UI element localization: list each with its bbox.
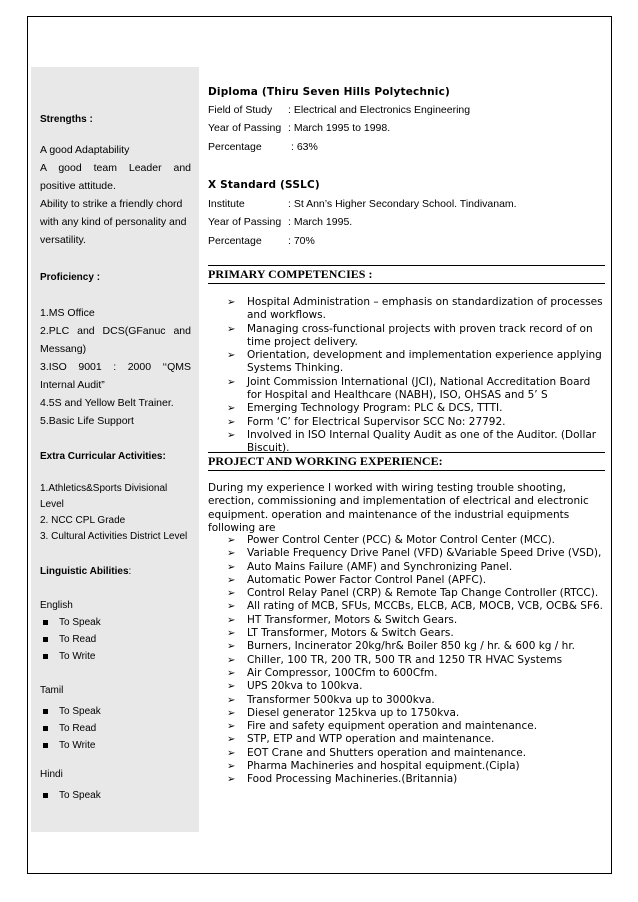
project-item: ➢ Air Compressor, 100Cfm to 600Cfm.	[208, 667, 605, 680]
linguistic-heading-text: Linguistic Abilities	[40, 566, 129, 577]
row-key: Percentage	[208, 141, 262, 153]
project-intro: During my experience I worked with wiring testing trouble shooting, erection, commissioning and implementation of electrical and electronic equipment. operation and maintenance of the industrial equipments following are	[208, 482, 589, 534]
sidebar	[31, 67, 199, 832]
project-item: ➢ Food Processing Machineries.(Britannia)	[208, 773, 605, 786]
xstd-row	[208, 198, 517, 210]
competency-item: ➢ Joint Commission International (JCI), National Accreditation Board for Hospital and Healthcare (NABH), ISO, OHSAS and 5’ S	[208, 376, 605, 403]
extra-curricular-heading: Extra Curricular Activities:	[40, 451, 166, 462]
language-skills-hindi	[40, 787, 191, 804]
row-key: Institute	[208, 198, 245, 210]
language-name: Hindi	[40, 769, 63, 780]
proficiency-item: 1.MS Office	[40, 307, 95, 319]
language-skills-tamil	[40, 703, 191, 754]
competency-item: ➢ Orientation, development and implementation experience applying Systems Thinking.	[208, 349, 605, 376]
competencies-list	[208, 296, 605, 456]
linguistic-heading	[40, 563, 191, 581]
project-item: ➢ LT Transformer, Motors & Switch Gears.	[208, 627, 605, 640]
project-item: ➢ Variable Frequency Drive Panel (VFD) &Variable Speed Drive (VSD),	[208, 547, 605, 560]
strength-item: Ability to strike a friendly chord with any kind of personality and versatility.	[40, 198, 187, 246]
project-item: ➢ STP, ETP and WTP operation and maintenance.	[208, 733, 605, 746]
competency-item: ➢ Involved in ISO Internal Quality Audit as one of the Auditor. (Dollar Biscuit).	[208, 429, 605, 456]
linguistic-heading-colon: :	[128, 566, 132, 577]
skill-item: To Speak	[40, 787, 191, 804]
project-item: ➢ Diesel generator 125kva up to 1750kva.	[208, 707, 605, 720]
project-item: ➢ Chiller, 100 TR, 200 TR, 500 TR and 1250 TR HVAC Systems	[208, 654, 605, 667]
proficiency-item: 4.5S and Yellow Belt Trainer.	[40, 397, 174, 409]
strength-item: A good Adaptability	[40, 144, 130, 156]
skill-item: To Read	[40, 720, 191, 737]
project-item: ➢ UPS 20kva to 100kva.	[208, 680, 605, 693]
diploma-row	[208, 141, 318, 153]
row-value: : Electrical and Electronics Engineering	[288, 104, 471, 116]
row-key: Field of Study	[208, 104, 273, 116]
skill-item: To Read	[40, 631, 191, 648]
skill-item: To Write	[40, 737, 191, 754]
project-heading: PROJECT AND WORKING EXPERIENCE:	[208, 452, 605, 471]
project-item: ➢ Auto Mains Failure (AMF) and Synchronizing Panel.	[208, 561, 605, 574]
project-list	[208, 534, 605, 787]
row-key: Percentage	[208, 235, 262, 247]
proficiency-item: 5.Basic Life Support	[40, 415, 134, 427]
diploma-title: Diploma (Thiru Seven Hills Polytechnic)	[208, 86, 451, 98]
strength-item: A good team Leader and positive attitude.	[40, 162, 191, 192]
strengths-heading: Strengths :	[40, 114, 93, 125]
competency-item: ➢ Emerging Technology Program: PLC & DCS, TTTI.	[208, 402, 605, 415]
language-name: Tamil	[40, 685, 64, 696]
row-value: : 70%	[288, 235, 315, 247]
language-skills-english	[40, 614, 191, 665]
project-item: ➢ Burners, Incinerator 20kg/hr& Boiler 850 kg / hr. & 600 kg / hr.	[208, 640, 605, 653]
xstd-title: X Standard (SSLC)	[208, 179, 320, 191]
project-item: ➢ All rating of MCB, SFUs, MCCBs, ELCB, ACB, MOCB, VCB, OCB& SF6.	[208, 600, 605, 613]
skill-item: To Speak	[40, 614, 191, 631]
diploma-row	[208, 104, 470, 116]
row-key: Year of Passing	[208, 216, 282, 228]
proficiency-heading: Proficiency :	[40, 272, 101, 283]
row-value: : St Ann’s Higher Secondary School. Tindivanam.	[288, 198, 517, 210]
extra-item: 3. Cultural Activities District Level	[40, 531, 188, 542]
row-value: : March 1995.	[288, 216, 353, 228]
competencies-heading: PRIMARY COMPETENCIES :	[208, 265, 605, 284]
project-item: ➢ Control Relay Panel (CRP) & Remote Tap Change Controller (RTCC).	[208, 587, 605, 600]
language-name: English	[40, 600, 73, 611]
project-item: ➢ EOT Crane and Shutters operation and maintenance.	[208, 747, 605, 760]
proficiency-item: 2.PLC and DCS(GFanuc and Messang)	[40, 325, 191, 355]
xstd-row	[208, 235, 315, 247]
project-item: ➢ Pharma Machineries and hospital equipment.(Cipla)	[208, 760, 605, 773]
row-key: Year of Passing	[208, 122, 282, 134]
competency-item: ➢ Form ‘C’ for Electrical Supervisor SCC No: 27792.	[208, 416, 605, 429]
row-value: : 63%	[291, 141, 318, 153]
project-item: ➢ HT Transformer, Motors & Switch Gears.	[208, 614, 605, 627]
project-item: ➢ Automatic Power Factor Control Panel (APFC).	[208, 574, 605, 587]
xstd-row	[208, 216, 352, 228]
competency-item: ➢ Hospital Administration – emphasis on standardization of processes and workflows.	[208, 296, 605, 323]
diploma-row	[208, 122, 390, 134]
project-item: ➢ Transformer 500kva up to 3000kva.	[208, 694, 605, 707]
extra-item: 1.Athletics&Sports Divisional Level	[40, 483, 168, 510]
skill-item: To Speak	[40, 703, 191, 720]
project-item: ➢ Power Control Center (PCC) & Motor Control Center (MCC).	[208, 534, 605, 547]
extra-item: 2. NCC CPL Grade	[40, 515, 126, 526]
proficiency-item: 3.ISO 9001 : 2000 ‘‘QMS Internal Audit”	[40, 361, 191, 391]
project-item: ➢ Fire and safety equipment operation and maintenance.	[208, 720, 605, 733]
skill-item: To Write	[40, 648, 191, 665]
competency-item: ➢ Managing cross-functional projects with proven track record of on time project delivery.	[208, 323, 605, 350]
row-value: : March 1995 to 1998.	[288, 122, 391, 134]
